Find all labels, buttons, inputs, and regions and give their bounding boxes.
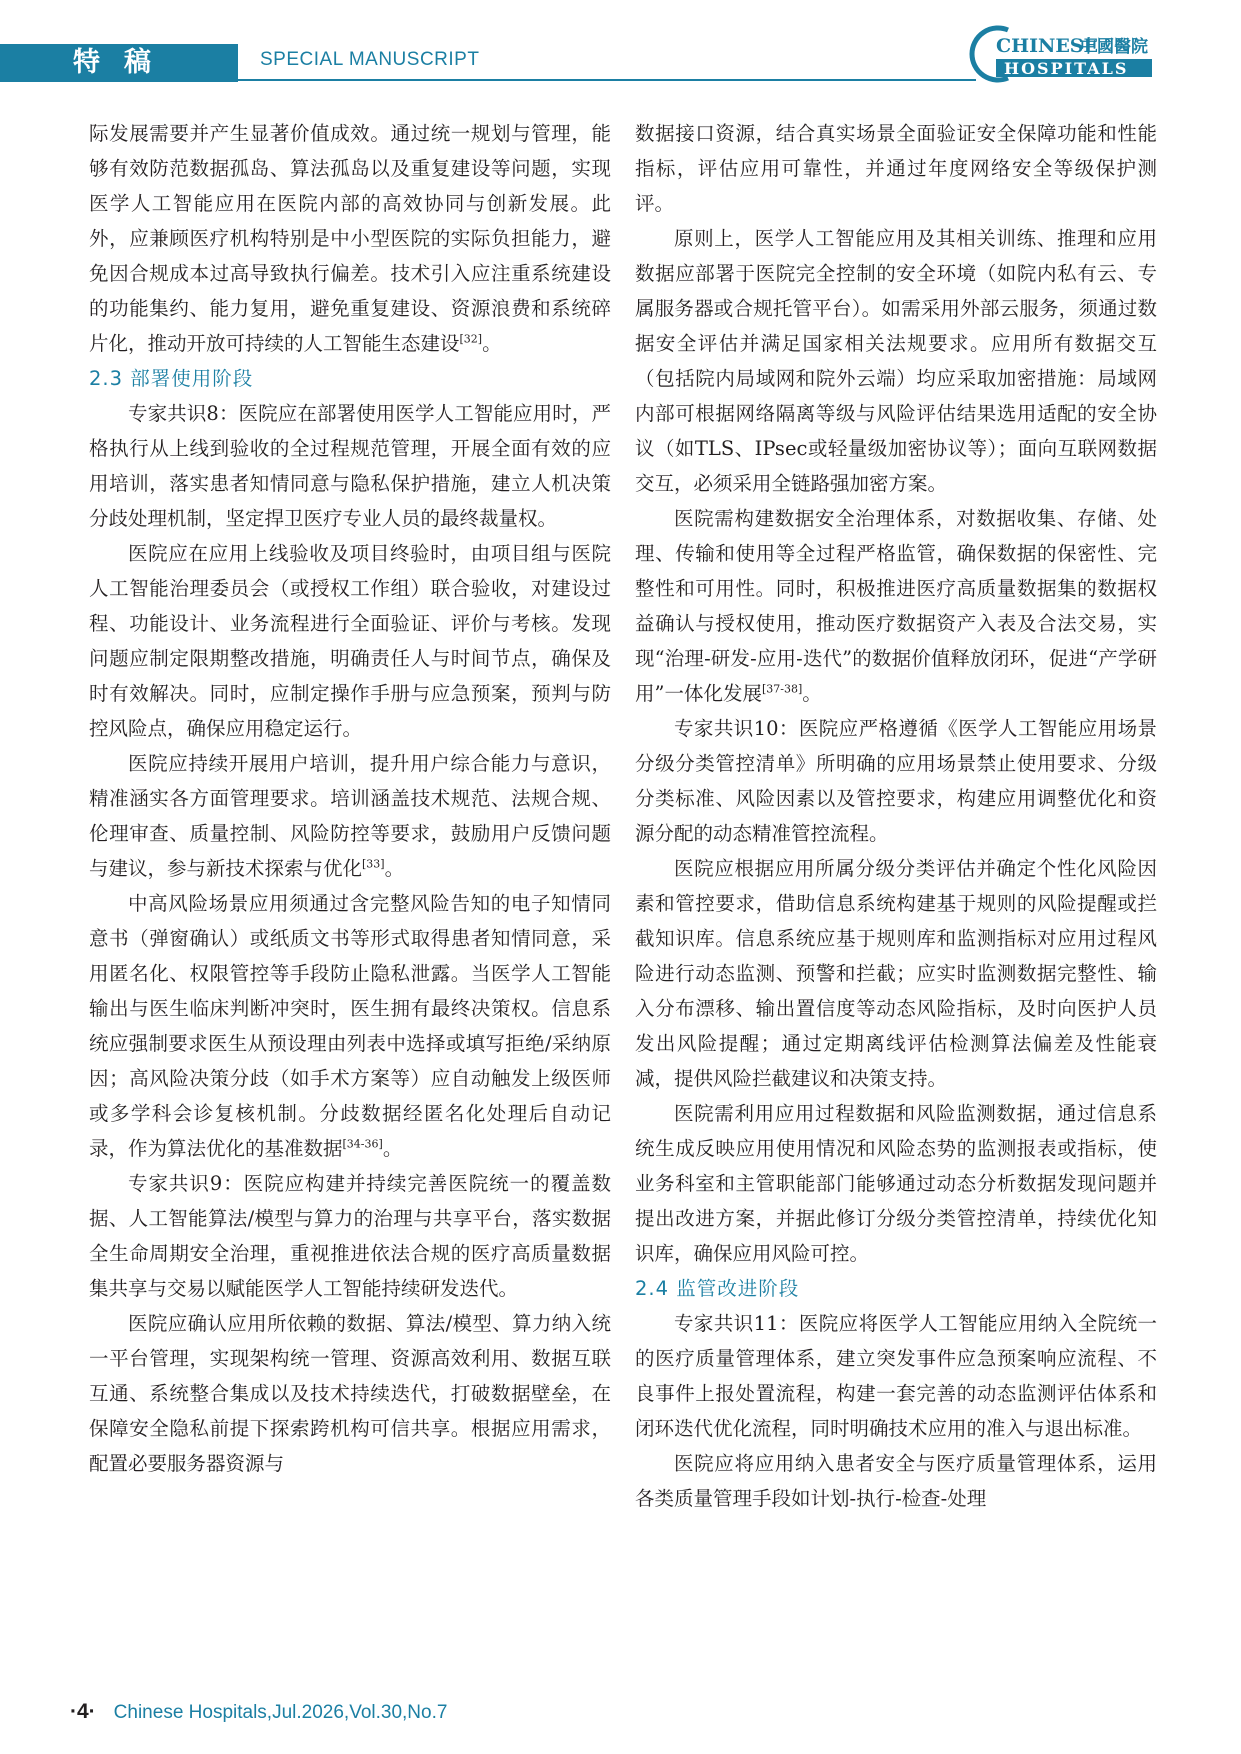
paragraph-text: 医院需构建数据安全治理体系，对数据收集、存储、处理、传输和使用等全过程严格监管，确保数据的保密性、完整性和可用性。同时，积极推进医疗高质量数据集的数据权益确认与授权使用，推动医疗数据资产入表及合法交易，实现“治理-研发-应用-迭代”的数据价值释放闭环，促进“产学研用”一体化发展 <box>635 507 1157 705</box>
citation: [34-36] <box>342 1137 383 1151</box>
paragraph: 医院应将应用纳入患者安全与医疗质量管理体系，运用各类质量管理手段如计划-执行-检查-处理 <box>635 1452 1157 1510</box>
paragraph: 医院应在应用上线验收及项目终验时，由项目组与医院人工智能治理委员会（或授权工作组）联合验收，对建设过程、功能设计、业务流程进行全面验证、评价与考核。发现问题应制定限期整改措施，明确责任人与时间节点，确保及时有效解决。同时，应制定操作手册与应急预案，预判与防控风险点，确保应用稳定运行。 <box>89 542 611 740</box>
paragraph: 医院应确认应用所依赖的数据、算法/模型、算力纳入统一平台管理，实现架构统一管理、资源高效利用、数据互联互通、系统整合集成以及技术持续迭代，打破数据壁垒，在保障安全隐私前提下探索跨机构可信共享。根据应用需求，配置必要服务器资源与 <box>89 1312 611 1475</box>
paragraph-text: 医院应持续开展用户培训，提升用户综合能力与意识，精准涵实各方面管理要求。培训涵盖技术规范、法规合规、伦理审查、质量控制、风险防控等要求，鼓励用户反馈问题与建议，参与新技术探索与优化 <box>89 752 611 880</box>
paragraph: 专家共识10：医院应严格遵循《医学人工智能应用场景分级分类管控清单》所明确的应用场景禁止使用要求、分级分类标准、风险因素以及管控要求，构建应用调整优化和资源分配的动态精准管控流程。 <box>635 717 1157 845</box>
section-label-en: SPECIAL MANUSCRIPT <box>260 49 480 70</box>
paragraph: 中高风险场景应用须通过含完整风险告知的电子知情同意书（弹窗确认）或纸质文书等形式取得患者知情同意，采用匿名化、权限管控等手段防止隐私泄露。当医学人工智能输出与医生临床判断冲突时，医生拥有最终决策权。信息系统应强制要求医生从预设理由列表中选择或填写拒绝/采纳原因；高风险决策分歧（如手术方案等）应自动触发上级医师或多学科会诊复核机制。分歧数据经匿名化处理后自动记录，作为算法优化的基准数据[34-36]。 <box>89 892 611 1160</box>
section-heading-2-4: 2.4 监管改进阶段 <box>635 1277 800 1300</box>
right-column <box>635 116 1157 1516</box>
paragraph: 原则上，医学人工智能应用及其相关训练、推理和应用数据应部署于医院完全控制的安全环境（如院内私有云、专属服务器或合规托管平台）。如需采用外部云服务，须通过数据安全评估并满足国家相关法规要求。应用所有数据交互（包括院内局域网和院外云端）均应采取加密措施：局域网内部可根据网络隔离等级与风险评估结果选用适配的安全协议（如TLS、IPsec或轻量级加密协议等）；面向互联网数据交互，必须采用全链路强加密方案。 <box>635 227 1157 495</box>
paragraph: 医院应根据应用所属分级分类评估并确定个性化风险因素和管控要求，借助信息系统构建基于规则的风险提醒或拦截知识库。信息系统应基于规则库和监测指标对应用过程风险进行动态监测、预警和拦截；应实时监测数据完整性、输入分布漂移、输出置信度等动态风险指标，及时向医护人员发出风险提醒；通过定期离线评估检测算法偏差及性能衰减，提供风险拦截建议和决策支持。 <box>635 857 1157 1090</box>
left-column <box>89 116 611 1481</box>
section-heading-2-3: 2.3 部署使用阶段 <box>89 367 254 390</box>
paragraph: 际发展需要并产生显著价值成效。通过统一规划与管理，能够有效防范数据孤岛、算法孤岛以及重复建设等问题，实现医学人工智能应用在医院内部的高效协同与创新发展。此外，应兼顾医疗机构特别是中小型医院的实际负担能力，避免因合规成本过高导致执行偏差。技术引入应注重系统建设的功能集约、能力复用，避免重复建设、资源浪费和系统碎片化，推动开放可持续的人工智能生态建设[32]。 <box>89 122 611 355</box>
paragraph: 医院需构建数据安全治理体系，对数据收集、存储、处理、传输和使用等全过程严格监管，确保数据的保密性、完整性和可用性。同时，积极推进医疗高质量数据集的数据权益确认与授权使用，推动医疗数据资产入表及合法交易，实现“治理-研发-应用-迭代”的数据价值释放闭环，促进“产学研用”一体化发展[37-38]。 <box>635 507 1157 705</box>
paragraph: 专家共识11：医院应将医学人工智能应用纳入全院统一的医疗质量管理体系，建立突发事件应急预案响应流程、不良事件上报处置流程，构建一套完善的动态监测评估体系和闭环迭代优化流程，同时明确技术应用的准入与退出标准。 <box>635 1312 1157 1440</box>
header-rule <box>238 79 976 81</box>
paragraph-text: 中高风险场景应用须通过含完整风险告知的电子知情同意书（弹窗确认）或纸质文书等形式取得患者知情同意，采用匿名化、权限管控等手段防止隐私泄露。当医学人工智能输出与医生临床判断冲突时，医生拥有最终决策权。信息系统应强制要求医生从预设理由列表中选择或填写拒绝/采纳原因；高风险决策分歧（如手术方案等）应自动触发上级医师或多学科会诊复核机制。分歧数据经匿名化处理后自动记录，作为算法优化的基准数据 <box>89 892 611 1160</box>
journal-citation: Chinese Hospitals,Jul.2026,Vol.30,No.7 <box>113 1702 448 1723</box>
paragraph: 专家共识8：医院应在部署使用医学人工智能应用时，严格执行从上线到验收的全过程规范管理，开展全面有效的应用培训，落实患者知情同意与隐私保护措施，建立人机决策分歧处理机制，坚定捍卫医疗专业人员的最终裁量权。 <box>89 402 611 530</box>
paragraph: 医院需利用应用过程数据和风险监测数据，通过信息系统生成反映应用使用情况和风险态势的监测报表或指标，使业务科室和主管职能部门能够通过动态分析数据发现问题并提出改进方案，并据此修订分级分类管控清单，持续优化知识库，确保应用风险可控。 <box>635 1102 1157 1265</box>
logo-text-top: CHINESE <box>996 35 1099 57</box>
page-number: ·4· <box>70 1700 96 1723</box>
page-footer <box>70 1700 447 1724</box>
journal-logo <box>968 22 1154 86</box>
paragraph: 专家共识9：医院应构建并持续完善医院统一的覆盖数据、人工智能算法/模型与算力的治理与共享平台，落实数据全生命周期安全治理，重视推进依法合规的医疗高质量数据集共享与交易以赋能医学人工智能持续研发迭代。 <box>89 1172 611 1300</box>
paragraph: 医院应持续开展用户培训，提升用户综合能力与意识，精准涵实各方面管理要求。培训涵盖技术规范、法规合规、伦理审查、质量控制、风险防控等要求，鼓励用户反馈问题与建议，参与新技术探索与优化[33]。 <box>89 752 611 880</box>
section-label: 特稿 <box>0 44 238 82</box>
paragraph-text: 际发展需要并产生显著价值成效。通过统一规划与管理，能够有效防范数据孤岛、算法孤岛以及重复建设等问题，实现医学人工智能应用在医院内部的高效协同与创新发展。此外，应兼顾医疗机构特别是中小型医院的实际负担能力，避免因合规成本过高导致执行偏差。技术引入应注重系统建设的功能集约、能力复用，避免重复建设、资源浪费和系统碎片化，推动开放可持续的人工智能生态建设 <box>89 122 611 355</box>
citation: [32] <box>459 332 483 346</box>
citation: [33] <box>362 857 385 871</box>
citation: [37-38] <box>761 682 803 696</box>
logo-text-cn: 中國醫院 <box>1080 37 1148 57</box>
logo-text-bottom: HOSPITALS <box>1004 59 1129 78</box>
paragraph: 数据接口资源，结合真实场景全面验证安全保障功能和性能指标，评估应用可靠性，并通过年度网络安全等级保护测评。 <box>635 122 1157 215</box>
